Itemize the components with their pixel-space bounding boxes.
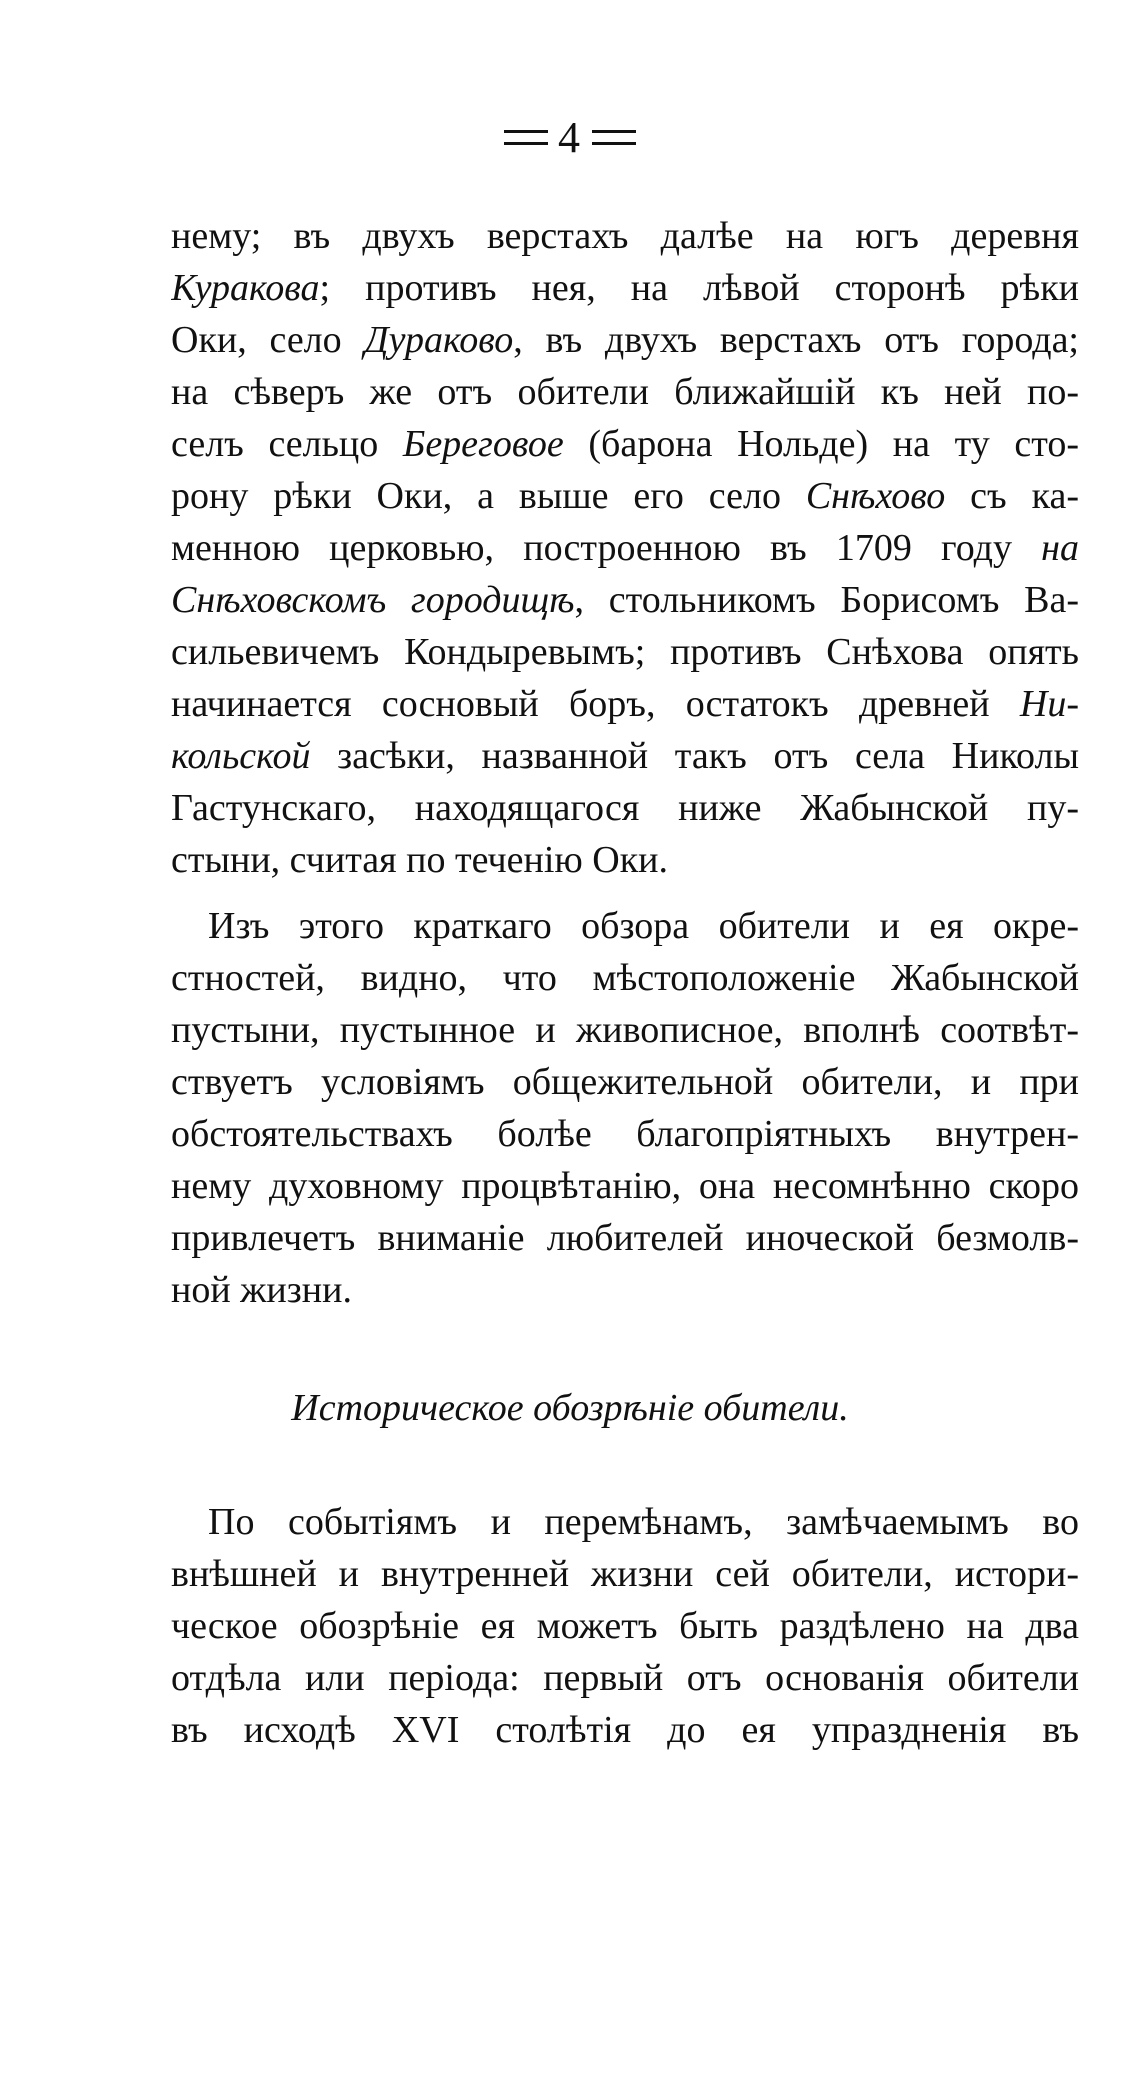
text-line: обстоятельствахъ болѣе благопріятныхъ внутрен- <box>171 1113 1079 1155</box>
text-line: Изъ этого краткаго обзора обители и ея окре- <box>208 905 1079 947</box>
text-line: стностей, видно, что мѣстоположеніе Жабынской <box>171 957 1079 999</box>
text-line: отдѣла или періода: первый отъ основанія обители <box>171 1657 1079 1699</box>
text-line: Оки, село Дураково, въ двухъ верстахъ отъ города; <box>171 319 1079 361</box>
text-line: кольской засѣки, названной такъ отъ села Николы <box>171 735 1079 777</box>
text-line: внѣшней и внутренней жизни сей обители, истори- <box>171 1553 1079 1595</box>
page-number-left-rule <box>504 130 548 145</box>
text-line: ной жизни. <box>171 1269 352 1311</box>
text-line: стыни, считая по теченію Оки. <box>171 839 669 881</box>
page-number <box>0 112 1140 163</box>
text-line: ческое обозрѣніе ея можетъ быть раздѣлено на два <box>171 1605 1079 1647</box>
text-line: привлечетъ вниманіе любителей иноческой безмолв- <box>171 1217 1079 1259</box>
text-line: Гастунскаго, находящагося ниже Жабынской пу- <box>171 787 1079 829</box>
text-line: По событіямъ и перемѣнамъ, замѣчаемымъ во <box>208 1501 1079 1543</box>
text-line: рону рѣки Оки, а выше его село Снѣхово съ ка- <box>171 475 1079 517</box>
text-line: въ исходѣ XVI столѣтія до ея упраздненія въ <box>171 1709 1079 1751</box>
text-line: менною церковью, построенною въ 1709 году на <box>171 527 1079 569</box>
text-line: ствуетъ условіямъ общежительной обители, и при <box>171 1061 1079 1103</box>
text-line: нему; въ двухъ верстахъ далѣе на югъ деревня <box>171 215 1079 257</box>
page-number-right-rule <box>592 130 636 145</box>
text-line: пустыни, пустынное и живописное, вполнѣ соотвѣт- <box>171 1009 1079 1051</box>
text-line: начинается сосновый боръ, остатокъ древней Ни- <box>171 683 1079 725</box>
text-line: селъ сельцо Береговое (барона Нольде) на ту сто- <box>171 423 1079 465</box>
page-number-value: 4 <box>558 113 582 162</box>
text-line: на сѣверъ же отъ обители ближайшій къ ней по- <box>171 371 1079 413</box>
section-heading: Историческое обозрѣніе обители. <box>291 1387 849 1429</box>
text-line: Снѣховскомъ городищѣ, стольникомъ Борисомъ Ва- <box>171 579 1079 621</box>
text-line: нему духовному процвѣтанію, она несомнѣнно скоро <box>171 1165 1079 1207</box>
text-line: Куракова; противъ нея, на лѣвой сторонѣ рѣки <box>171 267 1079 309</box>
text-line: сильевичемъ Кондыревымъ; противъ Снѣхова опять <box>171 631 1079 673</box>
